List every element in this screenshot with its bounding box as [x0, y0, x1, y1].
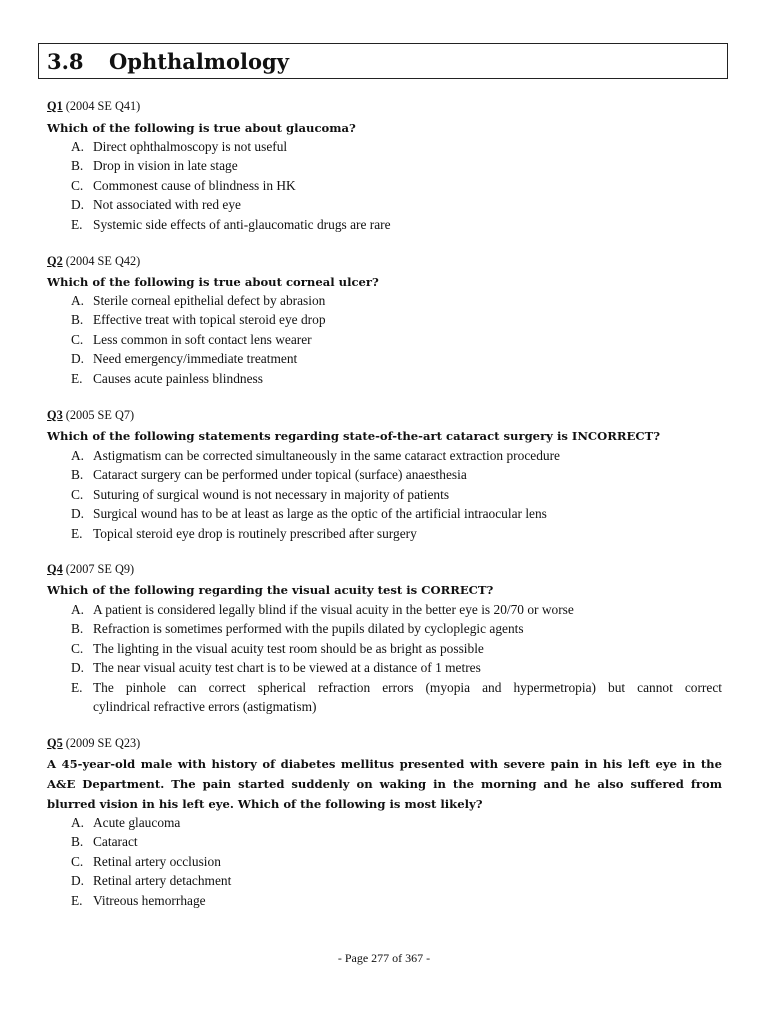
option-text: Retinal artery detachment	[93, 873, 232, 889]
question-source: (2004 SE Q42)	[65, 254, 141, 268]
option-letter: C.	[71, 331, 84, 347]
option-letter: D.	[71, 506, 85, 522]
option-text: Refraction is sometimes performed with the pupils dilated by cycloplegic agents	[93, 621, 524, 637]
option-letter: D.	[71, 873, 85, 889]
page-footer: - Page 277 of 367 -	[337, 951, 431, 965]
option-letter: C.	[71, 640, 84, 656]
option-text: Suturing of surgical wound is not necessary in majority of patients	[93, 486, 450, 502]
option-text: Systemic side effects of anti-glaucomatic drugs are rare	[93, 216, 391, 232]
option-letter: B.	[71, 158, 84, 174]
question-text: Which of the following regarding the visual acuity test is CORRECT?	[47, 583, 494, 597]
section-title: Ophthalmology	[109, 48, 289, 74]
option-text: Causes acute painless blindness	[93, 370, 263, 386]
option-letter: A.	[71, 448, 85, 463]
option-text: Acute glaucoma	[93, 815, 181, 830]
option-letter: E.	[71, 216, 83, 232]
option-letter: D.	[71, 351, 85, 367]
option-text: Not associated with red eye	[93, 197, 241, 213]
question-id: Q3	[47, 408, 63, 422]
question-header	[47, 562, 134, 577]
option-text: cylindrical refractive errors (astigmatism)	[93, 699, 317, 714]
question-header	[47, 254, 140, 269]
question-source: (2004 SE Q41)	[65, 99, 141, 113]
option-letter: C.	[71, 177, 84, 193]
option-letter: A.	[71, 293, 85, 308]
option-text: Cataract surgery can be performed under topical (surface) anaesthesia	[93, 467, 467, 483]
option-letter: A.	[71, 815, 85, 830]
option-letter: B.	[71, 467, 84, 483]
question-id: Q1	[47, 99, 63, 113]
option-text: Astigmatism can be corrected simultaneously in the same cataract extraction procedure	[93, 448, 560, 463]
question-source: (2007 SE Q9)	[65, 562, 135, 576]
option-letter: E.	[71, 892, 83, 908]
question-header	[47, 99, 140, 114]
question-text: A 45-year-old male with history of diabetes mellitus presented with severe pain in his left eye in the A&E Department. The pain started suddenly on waking in the morning and he also suffered from blurred vision in his left eye. Which of the following is most likely?	[47, 757, 722, 811]
question-source: (2009 SE Q23)	[65, 736, 141, 750]
option-letter: E.	[71, 370, 83, 386]
question-header	[47, 408, 134, 423]
option-text: Need emergency/immediate treatment	[93, 351, 298, 367]
question-id: Q5	[47, 736, 63, 750]
option-letter: B.	[71, 312, 84, 328]
section-number: 3.8	[47, 48, 84, 74]
question-text: Which of the following is true about corneal ulcer?	[47, 275, 379, 289]
option-text: Retinal artery occlusion	[93, 853, 221, 869]
option-letter: C.	[71, 486, 84, 502]
option-text: Less common in soft contact lens wearer	[93, 331, 312, 347]
option-text: Direct ophthalmoscopy is not useful	[93, 139, 288, 154]
option-text: The pinhole can correct spherical refraction errors (myopia and hypermetropia) but cannot correct	[93, 679, 722, 695]
option-text: Sterile corneal epithelial defect by abrasion	[93, 293, 326, 308]
question-text: Which of the following statements regarding state-of-the-art cataract surgery is INCORRECT?	[47, 429, 661, 443]
question-source: (2005 SE Q7)	[65, 408, 135, 422]
option-text: Drop in vision in late stage	[93, 158, 238, 174]
option-letter: D.	[71, 197, 85, 213]
option-letter: E.	[71, 679, 83, 695]
option-letter: A.	[71, 139, 85, 154]
option-text: Vitreous hemorrhage	[93, 892, 206, 908]
option-text: The near visual acuity test chart is to be viewed at a distance of 1 metres	[93, 660, 481, 676]
option-text: Effective treat with topical steroid eye drop	[93, 312, 326, 328]
option-text: Surgical wound has to be at least as large as the optic of the artificial intraocular lens	[93, 506, 547, 522]
question-id: Q2	[47, 254, 63, 268]
question-id: Q4	[47, 562, 63, 576]
option-letter: B.	[71, 834, 84, 850]
option-text: Cataract	[93, 834, 138, 850]
option-text: Commonest cause of blindness in HK	[93, 177, 296, 193]
option-letter: D.	[71, 660, 85, 676]
section-header	[38, 43, 728, 79]
option-letter: A.	[71, 602, 85, 617]
option-text: Topical steroid eye drop is routinely prescribed after surgery	[93, 525, 417, 541]
question-header	[47, 736, 140, 751]
option-letter: E.	[71, 525, 83, 541]
question-text: Which of the following is true about glaucoma?	[47, 121, 356, 135]
option-letter: B.	[71, 621, 84, 637]
option-letter: C.	[71, 853, 84, 869]
option-text: The lighting in the visual acuity test room should be as bright as possible	[93, 640, 484, 656]
option-text: A patient is considered legally blind if the visual acuity in the better eye is 20/70 or worse	[93, 602, 574, 617]
